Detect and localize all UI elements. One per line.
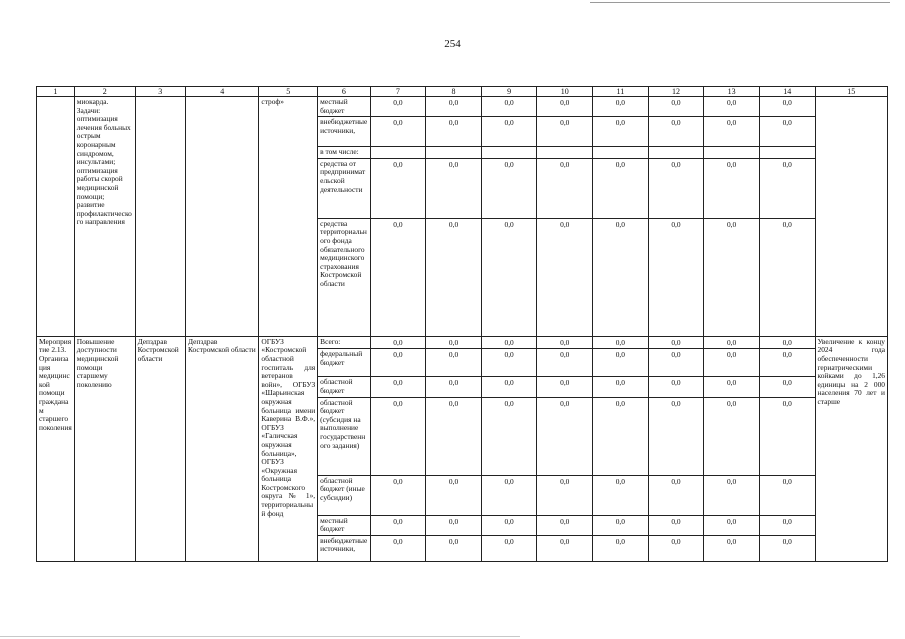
activity-cell [37, 97, 75, 337]
header-cell: 10 [537, 87, 593, 97]
value-cell: 0,0 [704, 158, 760, 218]
value-cell: 0,0 [370, 336, 426, 349]
value-cell: 0,0 [648, 397, 704, 475]
value-cell [648, 147, 704, 159]
value-cell: 0,0 [426, 515, 482, 535]
value-cell: 0,0 [593, 377, 649, 397]
value-cell: 0,0 [704, 218, 760, 336]
value-cell: 0,0 [537, 377, 593, 397]
funding-source-cell: внебюджетные источники, [318, 535, 370, 561]
value-cell: 0,0 [593, 117, 649, 147]
value-cell: 0,0 [704, 515, 760, 535]
page-number: 254 [444, 38, 461, 50]
header-cell: 8 [426, 87, 482, 97]
funding-source-cell: средства территориального фонда обязательного медицинского страхования Костромской области [318, 218, 370, 336]
value-cell: 0,0 [704, 475, 760, 515]
value-cell: 0,0 [481, 475, 537, 515]
value-cell: 0,0 [537, 336, 593, 349]
table-row [37, 336, 888, 349]
value-cell: 0,0 [481, 535, 537, 561]
header-cell: 15 [815, 87, 888, 97]
value-cell [537, 147, 593, 159]
scan-artifact-line [590, 2, 890, 3]
value-cell: 0,0 [481, 397, 537, 475]
value-cell: 0,0 [759, 97, 815, 117]
value-cell: 0,0 [370, 97, 426, 117]
value-cell: 0,0 [648, 535, 704, 561]
header-cell: 14 [759, 87, 815, 97]
funding-source-cell: местный бюджет [318, 515, 370, 535]
value-cell: 0,0 [593, 535, 649, 561]
value-cell: 0,0 [759, 158, 815, 218]
header-cell: 13 [704, 87, 760, 97]
header-cell: 2 [74, 87, 135, 97]
value-cell: 0,0 [537, 475, 593, 515]
value-cell: 0,0 [593, 397, 649, 475]
value-cell: 0,0 [593, 349, 649, 377]
header-cell: 6 [318, 87, 370, 97]
value-cell: 0,0 [759, 349, 815, 377]
table-row [37, 97, 888, 117]
goal-cell: миокарда. Задачи: оптимизация лечения больных острым коронарным синдромом, инсультами; оптимизация работы скорой медицинской помощи; развитие профилактического направления [74, 97, 135, 337]
value-cell: 0,0 [537, 117, 593, 147]
value-cell: 0,0 [481, 377, 537, 397]
funding-source-cell: в том числе: [318, 147, 370, 159]
value-cell [593, 147, 649, 159]
value-cell: 0,0 [759, 475, 815, 515]
value-cell: 0,0 [370, 397, 426, 475]
value-cell: 0,0 [537, 97, 593, 117]
activity-cell: Мероприятие 2.13. Организация медицинской помощи гражданам старшего поколения [37, 336, 75, 561]
value-cell: 0,0 [537, 397, 593, 475]
value-cell: 0,0 [704, 535, 760, 561]
funding-source-cell: областной бюджет (иные субсидии) [318, 475, 370, 515]
value-cell: 0,0 [370, 218, 426, 336]
header-cell: 9 [481, 87, 537, 97]
participant-cell: ОГБУЗ «Костромской областной госпиталь для ветеранов войн», ОГБУЗ «Шарьинская окружная больница имени Каверина В.Ф.», ОГБУЗ «Галичская окружная больница», ОГБУЗ «Окружная больница Костромского округа № 1», территориальный фонд [259, 336, 318, 561]
responsible-cell [135, 97, 185, 337]
funding-source-cell: областной бюджет (субсидия на выполнение государственного задания) [318, 397, 370, 475]
value-cell: 0,0 [370, 117, 426, 147]
funding-source-cell: средства от предпринимательской деятельности [318, 158, 370, 218]
scan-artifact-line [0, 636, 520, 637]
value-cell: 0,0 [481, 515, 537, 535]
value-cell: 0,0 [593, 475, 649, 515]
value-cell [370, 147, 426, 159]
value-cell: 0,0 [426, 97, 482, 117]
value-cell: 0,0 [704, 397, 760, 475]
coexecutor-cell: Депздрав Костромской области [185, 336, 258, 561]
value-cell: 0,0 [648, 97, 704, 117]
header-cell: 7 [370, 87, 426, 97]
value-cell: 0,0 [593, 515, 649, 535]
value-cell: 0,0 [426, 349, 482, 377]
value-cell: 0,0 [593, 158, 649, 218]
header-cell: 12 [648, 87, 704, 97]
value-cell: 0,0 [537, 349, 593, 377]
value-cell: 0,0 [481, 97, 537, 117]
value-cell: 0,0 [481, 349, 537, 377]
value-cell: 0,0 [370, 349, 426, 377]
value-cell: 0,0 [593, 97, 649, 117]
value-cell: 0,0 [426, 218, 482, 336]
result-cell: Увеличение к концу 2024 года обеспеченности гериатрическими койками до 1,26 единицы на 2 000 населения 70 лет и старше [815, 336, 888, 561]
value-cell: 0,0 [426, 158, 482, 218]
goal-cell: Повышение доступности медицинской помощи старшему поколению [74, 336, 135, 561]
value-cell: 0,0 [648, 515, 704, 535]
header-cell: 4 [185, 87, 258, 97]
funding-source-cell: федеральный бюджет [318, 349, 370, 377]
value-cell: 0,0 [759, 336, 815, 349]
value-cell: 0,0 [537, 158, 593, 218]
value-cell: 0,0 [370, 158, 426, 218]
value-cell: 0,0 [370, 535, 426, 561]
value-cell: 0,0 [426, 397, 482, 475]
result-cell [815, 97, 888, 337]
value-cell: 0,0 [426, 336, 482, 349]
value-cell: 0,0 [370, 515, 426, 535]
value-cell [426, 147, 482, 159]
value-cell: 0,0 [704, 336, 760, 349]
value-cell: 0,0 [648, 475, 704, 515]
value-cell: 0,0 [759, 535, 815, 561]
value-cell: 0,0 [704, 349, 760, 377]
value-cell: 0,0 [648, 218, 704, 336]
value-cell: 0,0 [704, 377, 760, 397]
header-cell: 1 [37, 87, 75, 97]
value-cell: 0,0 [593, 218, 649, 336]
value-cell: 0,0 [648, 158, 704, 218]
value-cell [704, 147, 760, 159]
value-cell: 0,0 [648, 349, 704, 377]
value-cell: 0,0 [370, 377, 426, 397]
value-cell: 0,0 [426, 535, 482, 561]
value-cell: 0,0 [759, 377, 815, 397]
value-cell [481, 147, 537, 159]
header-cell: 5 [259, 87, 318, 97]
value-cell: 0,0 [537, 218, 593, 336]
value-cell: 0,0 [593, 336, 649, 349]
coexecutor-cell [185, 97, 258, 337]
header-row [37, 87, 888, 97]
participant-cell: строф» [259, 97, 318, 337]
value-cell: 0,0 [481, 158, 537, 218]
value-cell: 0,0 [648, 336, 704, 349]
value-cell: 0,0 [537, 515, 593, 535]
header-cell: 3 [135, 87, 185, 97]
header-cell: 11 [593, 87, 649, 97]
value-cell: 0,0 [537, 535, 593, 561]
budget-table [36, 86, 888, 562]
value-cell: 0,0 [759, 397, 815, 475]
value-cell: 0,0 [481, 336, 537, 349]
responsible-cell: Депздрав Костромской области [135, 336, 185, 561]
value-cell: 0,0 [370, 475, 426, 515]
funding-source-cell: местный бюджет [318, 97, 370, 117]
funding-source-cell: областной бюджет [318, 377, 370, 397]
value-cell: 0,0 [648, 377, 704, 397]
value-cell: 0,0 [481, 218, 537, 336]
value-cell: 0,0 [426, 475, 482, 515]
value-cell: 0,0 [704, 117, 760, 147]
value-cell: 0,0 [426, 117, 482, 147]
value-cell [759, 147, 815, 159]
funding-source-cell: Всего: [318, 336, 370, 349]
value-cell: 0,0 [759, 218, 815, 336]
value-cell: 0,0 [759, 117, 815, 147]
value-cell: 0,0 [759, 515, 815, 535]
value-cell: 0,0 [426, 377, 482, 397]
value-cell: 0,0 [704, 97, 760, 117]
funding-source-cell: внебюджетные источники, [318, 117, 370, 147]
value-cell: 0,0 [481, 117, 537, 147]
value-cell: 0,0 [648, 117, 704, 147]
